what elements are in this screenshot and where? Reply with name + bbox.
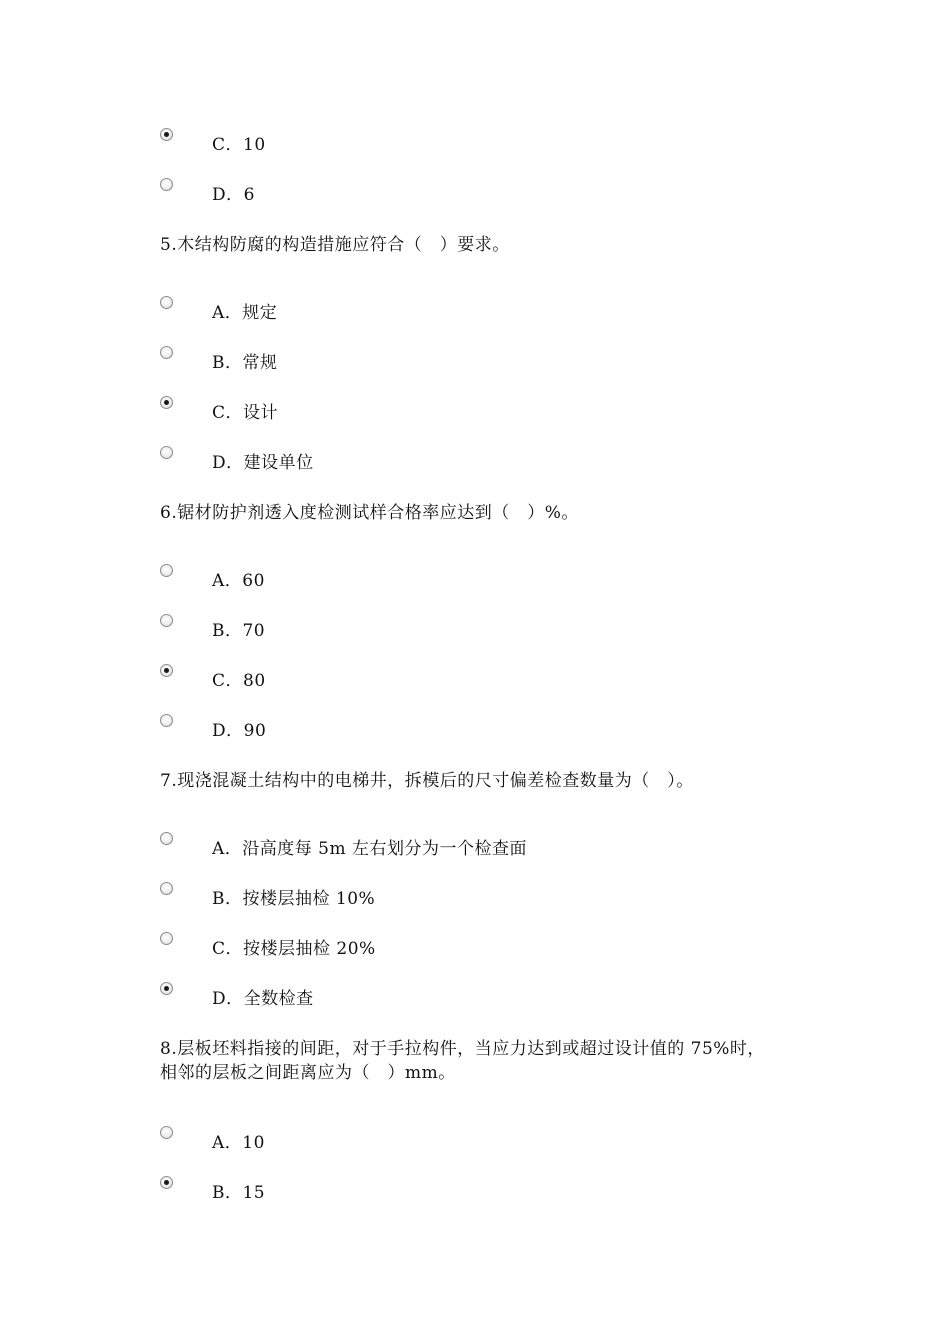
radio-checked-icon[interactable] xyxy=(160,982,173,995)
radio-checked-icon[interactable] xyxy=(160,1176,173,1189)
question-8-line-2: 相邻的层板之间距离应为（ ）mm。 xyxy=(160,1063,456,1083)
option-label: C．按楼层抽检 20% xyxy=(212,939,376,959)
radio-unchecked-icon[interactable] xyxy=(160,932,173,945)
option-label: D．建设单位 xyxy=(212,453,314,473)
radio-checked-icon[interactable] xyxy=(160,396,173,409)
option-label: D．6 xyxy=(212,185,255,205)
radio-unchecked-icon[interactable] xyxy=(160,614,173,627)
option-label: B．按楼层抽检 10% xyxy=(212,889,376,909)
radio-checked-icon[interactable] xyxy=(160,128,173,141)
radio-checked-icon[interactable] xyxy=(160,664,173,677)
option-label: B．70 xyxy=(212,621,266,641)
option-label: A．沿高度每 5m 左右划分为一个检查面 xyxy=(212,839,528,859)
option-label: A．规定 xyxy=(212,303,278,323)
option-label: C．设计 xyxy=(212,403,279,423)
radio-unchecked-icon[interactable] xyxy=(160,1126,173,1139)
option-label: B．常规 xyxy=(212,353,278,373)
radio-unchecked-icon[interactable] xyxy=(160,882,173,895)
radio-unchecked-icon[interactable] xyxy=(160,296,173,309)
option-label: B．15 xyxy=(212,1183,266,1203)
radio-unchecked-icon[interactable] xyxy=(160,564,173,577)
radio-unchecked-icon[interactable] xyxy=(160,346,173,359)
radio-unchecked-icon[interactable] xyxy=(160,714,173,727)
option-label: D．全数检查 xyxy=(212,989,314,1009)
question-8-line-1: 8.层板坯料指接的间距，对于手拉构件，当应力达到或超过设计值的 75%时， xyxy=(160,1039,765,1059)
question-7: 7.现浇混凝土结构中的电梯井，拆模后的尺寸偏差检查数量为（ ）。 xyxy=(160,771,694,791)
radio-unchecked-icon[interactable] xyxy=(160,446,173,459)
option-label: D．90 xyxy=(212,721,267,741)
radio-unchecked-icon[interactable] xyxy=(160,832,173,845)
question-6: 6.锯材防护剂透入度检测试样合格率应达到（ ）%。 xyxy=(160,503,579,523)
option-label: A．60 xyxy=(212,571,265,591)
option-label: C．80 xyxy=(212,671,266,691)
question-5: 5.木结构防腐的构造措施应符合（ ）要求。 xyxy=(160,235,510,255)
radio-unchecked-icon[interactable] xyxy=(160,178,173,191)
option-label: A．10 xyxy=(212,1133,265,1153)
question-8 xyxy=(160,1037,820,1085)
option-label: C．10 xyxy=(212,135,266,155)
